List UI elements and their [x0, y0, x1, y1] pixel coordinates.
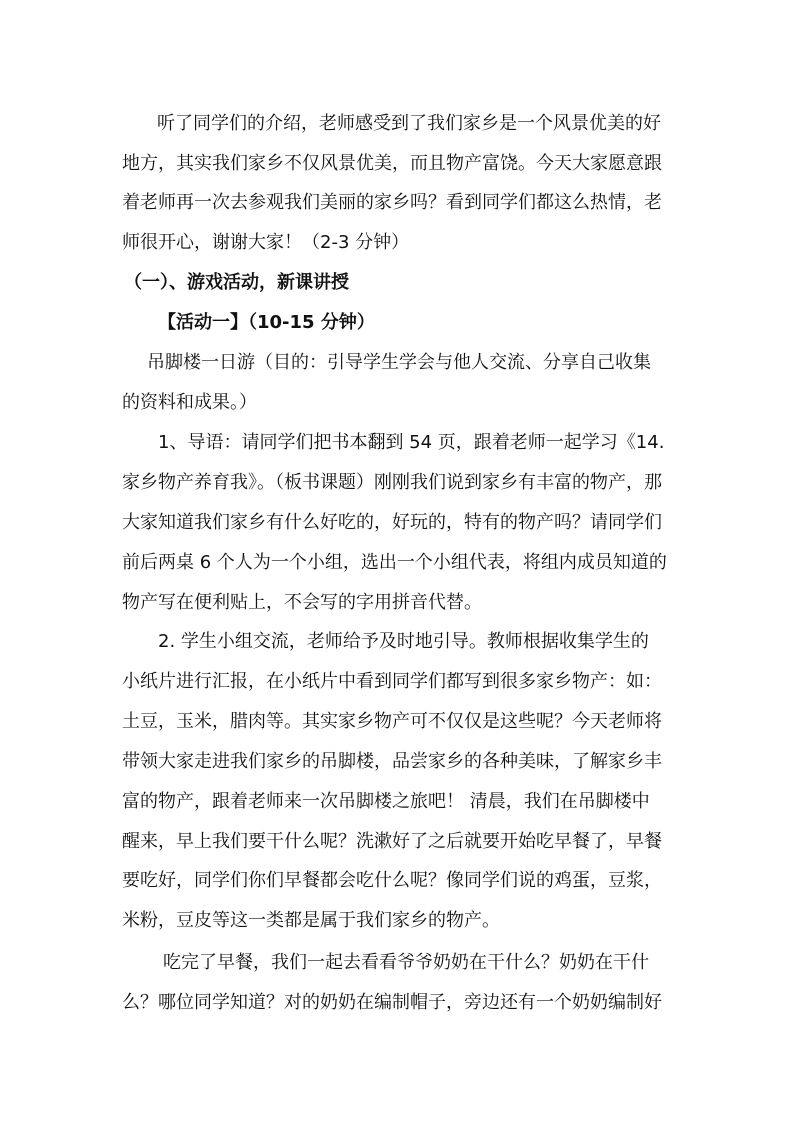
section-heading: （一）、游戏活动，新课讲授	[124, 272, 349, 293]
text-line: 小纸片进行汇报，在小纸片中看到同学们都写到很多家乡物产：如：	[122, 671, 662, 692]
text-line: 师很开心，谢谢大家！（2-3 分钟）	[122, 232, 410, 253]
text-line: 物产写在便利贴上，不会写的字用拼音代替。	[122, 592, 482, 613]
text-line: 2. 学生小组交流，老师给予及时地引导。教师根据收集学生的	[158, 631, 649, 652]
text-line: 听了同学们的介绍，老师感受到了我们家乡是一个风景优美的好	[157, 113, 661, 134]
text-line: 1、导语：请同学们把书本翻到 54 页，跟着老师一起学习《14.	[158, 432, 665, 453]
text-line: 吊脚楼一日游（目的：引导学生学会与他人交流、分享自己收集	[147, 352, 651, 373]
text-line: 么？哪位同学知道？对的奶奶在编制帽子，旁边还有一个奶奶编制好	[122, 992, 662, 1013]
text-line: 富的物产，跟着老师来一次吊脚楼之旅吧！ 清晨，我们在吊脚楼中	[122, 791, 650, 812]
text-line: 着老师再一次去参观我们美丽的家乡吗？看到同学们都这么热情，老	[122, 192, 662, 213]
text-line: 米粉，豆皮等这一类都是属于我们家乡的物产。	[122, 910, 500, 931]
text-line: 要吃好，同学们你们早餐都会吃什么呢？像同学们说的鸡蛋，豆浆，	[122, 870, 662, 891]
activity-heading: 【活动一】（10-15 分钟）	[158, 312, 375, 333]
text-line: 吃完了早餐，我们一起去看看爷爷奶奶在干什么？奶奶在干什	[163, 952, 649, 973]
text-line: 大家知道我们家乡有什么好吃的，好玩的，特有的物产吗？请同学们	[122, 512, 662, 533]
text-line: 前后两桌 6 个人为一个小组，选出一个小组代表，将组内成员知道的	[122, 552, 667, 573]
text-line: 的资料和成果。）	[122, 392, 257, 413]
text-line: 家乡物产养育我》。（板书课题）刚刚我们说到家乡有丰富的物产，那	[122, 472, 662, 493]
text-line: 醒来，早上我们要干什么呢？洗漱好了之后就要开始吃早餐了，早餐	[122, 831, 662, 852]
text-line: 地方，其实我们家乡不仅风景优美，而且物产富饶。今天大家愿意跟	[122, 153, 662, 174]
text-line: 带领大家走进我们家乡的吊脚楼，品尝家乡的各种美味，了解家乡丰	[122, 751, 662, 772]
text-line: 土豆，玉米，腊肉等。其实家乡物产可不仅仅是这些呢？今天老师将	[122, 711, 662, 732]
